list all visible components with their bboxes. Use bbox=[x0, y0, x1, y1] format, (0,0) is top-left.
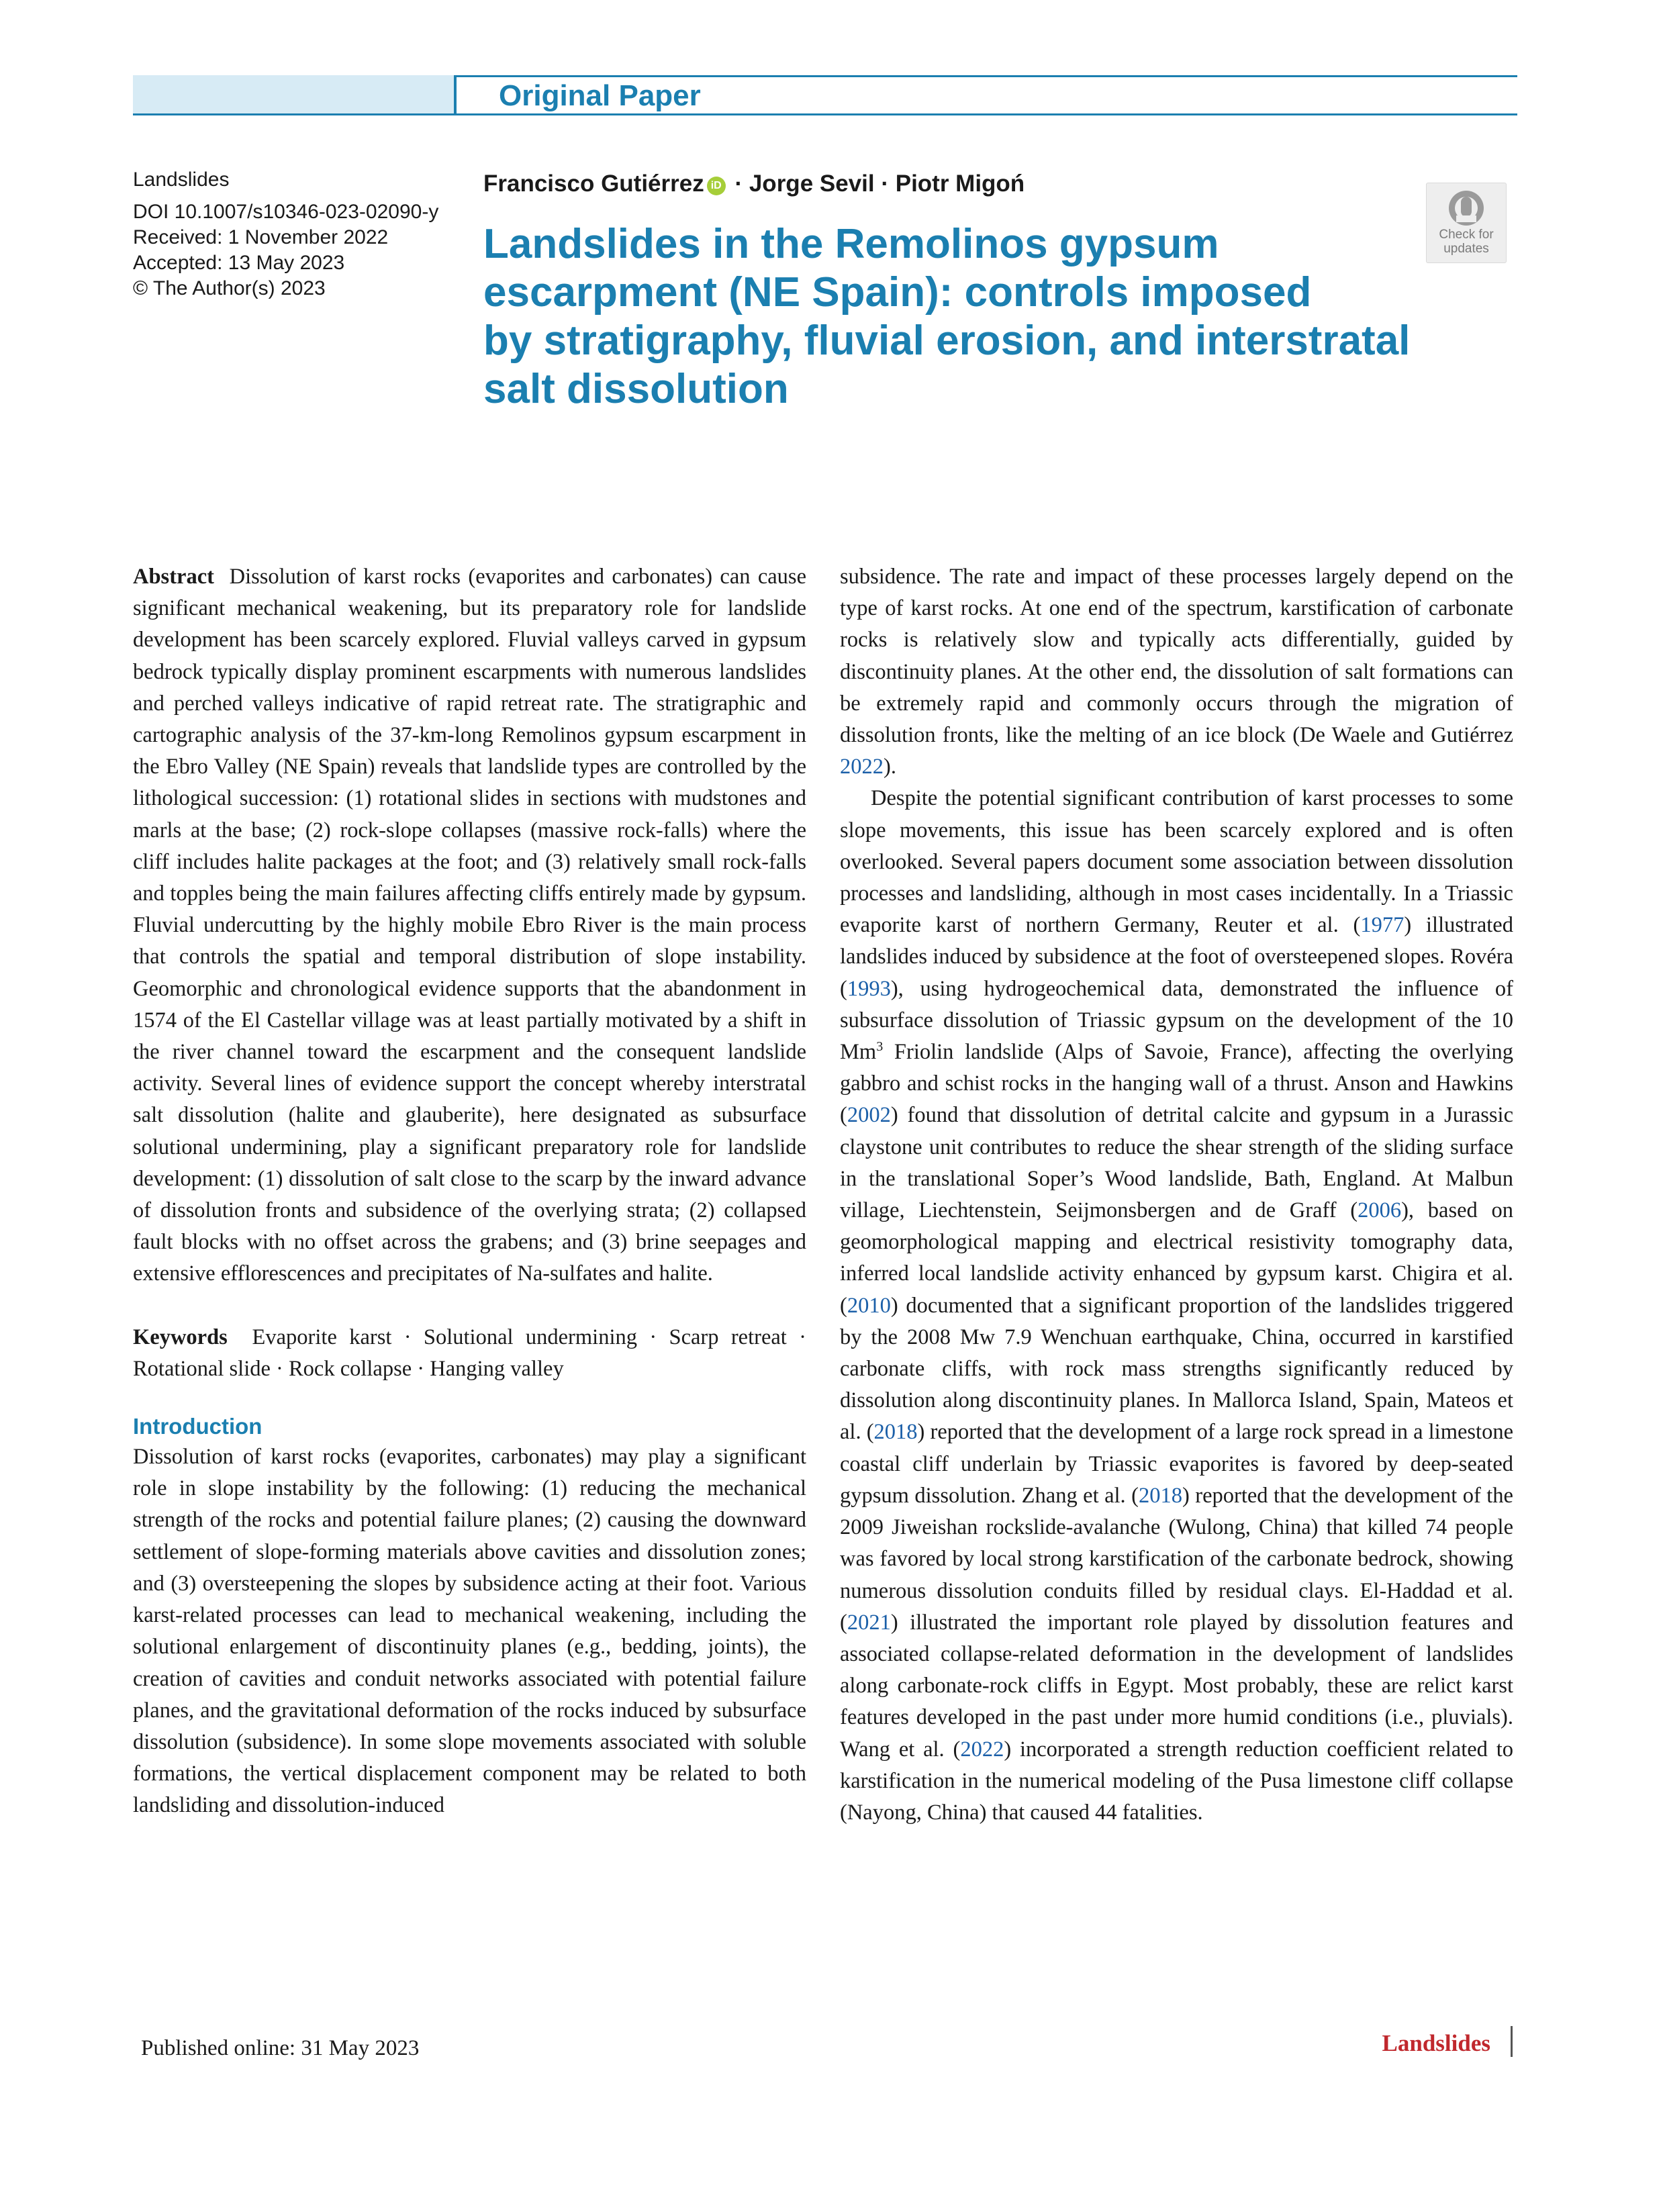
journal-name: Landslides bbox=[133, 169, 230, 191]
title-line-2: escarpment (NE Spain): controls imposed bbox=[483, 269, 1312, 316]
superscript: 3 bbox=[876, 1039, 884, 1055]
title-line-1: Landslides in the Remolinos gypsum bbox=[483, 221, 1219, 267]
paragraph-text: ) reported that the development of a large rock spread in a limestone coastal cliff underlain by Triassic evaporites is favored by deep-seated gypsum dissolution. Zhang et al. ( bbox=[840, 1420, 1514, 1508]
paragraph-text: subsidence. The rate and impact of these processes largely depend on the type of karst rocks. At one end of the spectrum, karstification of carbonate rocks is relatively slow and typically acts differentially, guided by discontinuity planes. At the other end, the dissolution of salt formations can be extremely rapid and commonly occurs through the migration of dissolution fronts, like the melting of an ice block (De Waele and Gutiérrez bbox=[840, 565, 1513, 748]
paragraph-text: ), using hydrogeochemical data, demonstrated the influence of subsurface dissolution of Triassic gypsum on the development of the 10 Mm bbox=[840, 976, 1513, 1065]
received-date: Received: 1 November 2022 bbox=[133, 226, 389, 248]
left-column bbox=[133, 561, 806, 1822]
right-column bbox=[840, 561, 1513, 1829]
citation-link[interactable]: 2018 bbox=[873, 1420, 918, 1445]
citation-link[interactable]: 2006 bbox=[1358, 1198, 1402, 1223]
accepted-date: Accepted: 13 May 2023 bbox=[133, 252, 345, 274]
author-2: Jorge Sevil bbox=[749, 171, 875, 197]
header-band-top-rule bbox=[457, 75, 1517, 77]
author-list bbox=[483, 171, 1025, 197]
paragraph-text: ) documented that a significant proportion of the landslides triggered by the 2008 Mw 7.9 Wenchuan earthquake, China, occurred in karstified carbonate cliffs, with rock mass strengths significantly reduced by dissolution along discontinuity planes. In Mallorca Island, Spain, Mateos et al. ( bbox=[840, 1293, 1513, 1445]
footer-separator bbox=[1511, 2026, 1513, 2057]
check-for-updates-badge[interactable] bbox=[1426, 183, 1507, 263]
paragraph-text: ) found that dissolution of detrital calcite and gypsum in a Jurassic claystone unit contributes to reduce the shear strength of the sliding surface in the translational Soper’s Wood landslide, Bath, England. At Malbun village, Liechtenstein, Seijmonsbergen and de Graff ( bbox=[840, 1103, 1513, 1223]
footer-journal-name: Landslides bbox=[1382, 2030, 1490, 2056]
paragraph-text: Despite the potential significant contribution of karst processes to some slope movements, this issue has been scarcely explored and is often overlooked. Several papers document some association between dissolution processes and landsliding, although in most cases incidentally. In a Triassic evaporite karst of northern Germany, Reuter et al. ( bbox=[840, 786, 1513, 938]
published-online: Published online: 31 May 2023 bbox=[141, 2036, 420, 2060]
author-3: Piotr Migoń bbox=[895, 171, 1025, 197]
citation-link[interactable]: 1993 bbox=[847, 976, 891, 1001]
paragraph-text: ) incorporated a strength reduction coefficient related to karstification in the numerical modeling of the Pusa limestone cliff collapse (Nayong, China) that caused 44 fatalities. bbox=[840, 1737, 1513, 1825]
citation-link[interactable]: 2022 bbox=[960, 1737, 1004, 1762]
citation-link[interactable]: 2021 bbox=[847, 1610, 891, 1635]
copyright: © The Author(s) 2023 bbox=[133, 277, 326, 299]
citation-link[interactable]: 2002 bbox=[847, 1103, 891, 1128]
citation-link[interactable]: 2010 bbox=[847, 1293, 891, 1318]
section-header-band bbox=[133, 75, 1517, 115]
abstract bbox=[133, 561, 806, 1290]
keywords bbox=[133, 1322, 806, 1385]
title-line-3: by stratigraphy, fluvial erosion, and interstratal bbox=[483, 318, 1411, 364]
author-1: Francisco Gutiérrez bbox=[483, 171, 704, 197]
introduction-paragraph-1: Dissolution of karst rocks (evaporites, carbonates) may play a significant role in slope instability by the following: (1) reducing the mechanical strength of the rocks and potential failure planes; (2) causing the downward settlement of slope-forming materials above cavities and dissolution zones; and (3) oversteepening the slopes by subsidence acting at their foot. Various karst-related processes can lead to mechanical weakening, including the solutional enlargement of discontinuity planes (e.g., bedding, joints), the creation of cavities and conduit networks associated with potential failure planes, and the gravitational deformation of the rocks induced by subsurface dissolution (subsidence). In some slope movements associated with soluble formations, the vertical displacement component may be related to both landsliding and dissolution-induced bbox=[133, 1445, 806, 1818]
header-band-left-fill bbox=[133, 75, 454, 115]
badge-line-2: updates bbox=[1443, 242, 1489, 256]
check-updates-icon bbox=[1447, 189, 1486, 228]
paper-title bbox=[483, 220, 1410, 414]
paragraph-text: Friolin landslide (Alps of Savoie, France), affecting the overlying gabbro and schist rocks in the hanging wall of a thrust. Anson and Hawkins ( bbox=[840, 1040, 1513, 1128]
header-band-separator bbox=[454, 75, 457, 115]
paragraph-text: ). bbox=[884, 755, 896, 779]
citation-link[interactable]: 2022 bbox=[840, 755, 884, 779]
author-separator: · bbox=[728, 171, 749, 197]
paragraph-text: ) reported that the development of the 2009 Jiweishan rockslide-avalanche (Wulong, China) that killed 74 people was favored by local strong karstification of the carbonate bedrock, showing numerous dissolution conduits filled by residual clays. El-Haddad et al. ( bbox=[840, 1483, 1513, 1635]
abstract-label: Abstract bbox=[133, 565, 214, 589]
author-separator: · bbox=[874, 171, 896, 197]
paragraph-text: ), based on geomorphological mapping and electrical resistivity tomography data, inferred local landslide activity enhanced by gypsum karst. Chigira et al. ( bbox=[840, 1198, 1513, 1318]
header-band-bottom-rule bbox=[133, 113, 1517, 115]
title-line-4: salt dissolution bbox=[483, 366, 789, 412]
keywords-text: Evaporite karst · Solutional undermining · Scarp retreat · Rotational slide · Rock collapse · Hanging valley bbox=[133, 1325, 806, 1381]
paragraph-text: ) illustrated landslides induced by subsidence at the foot of oversteepened slopes. Rovéra ( bbox=[840, 913, 1513, 1001]
keywords-label: Keywords bbox=[133, 1325, 228, 1349]
paragraph-text: ) illustrated the important role played by dissolution features and associated collapse-related deformation in the development of landslides along carbonate-rock cliffs in Egypt. Most probably, these are relict karst features developed in the past under more humid conditions (i.e., pluvials). Wang et al. ( bbox=[840, 1610, 1513, 1762]
badge-line-1: Check for bbox=[1439, 228, 1494, 242]
abstract-text: Dissolution of karst rocks (evaporites and carbonates) can cause significant mechanical weakening, but its preparatory role for landslide development has been scarcely explored. Fluvial valleys carved in gypsum bedrock typically display prominent escarpments with numerous landslides and perched valleys indicative of rapid retreat rate. The stratigraphic and cartographic analysis of the 37-km-long Remolinos gypsum escarpment in the Ebro Valley (NE Spain) reveals that landslide types are controlled by the lithological succession: (1) rotational slides in sections with mudstones and marls at the base; (2) rock-slope collapses (massive rock-falls) where the cliff includes halite packages at the foot; and (3) relatively small rock-falls and topples being the main failures affecting cliffs entirely made by gypsum. Fluvial undercutting by the highly mobile Ebro River is the main process that controls the spatial and temporal distribution of slope instability. Geomorphic and chronological evidence supports that the abandonment in 1574 of the El Castellar village was at least partially motivated by a shift in the river channel toward the escarpment and the consequent landslide activity. Several lines of evidence support the concept whereby interstratal salt dissolution (halite and glauberite), here designated as subsurface solutional undermining, play a significant preparatory role for landslide development: (1) dissolution of salt close to the scarp by the inward advance of dissolution fronts and subsidence of the overlying strata; (2) collapsed fault blocks with no offset across the grabens; and (3) brine seepages and extensive efflorescences and precipitates of Na-sulfates and halite. bbox=[133, 565, 806, 1286]
orcid-icon[interactable]: iD bbox=[707, 177, 726, 195]
doi[interactable]: DOI 10.1007/s10346-023-02090-y bbox=[133, 201, 439, 223]
introduction-paragraph-1-continued bbox=[840, 561, 1513, 783]
citation-link[interactable]: 1977 bbox=[1360, 913, 1405, 938]
article-metadata bbox=[133, 167, 482, 301]
introduction-paragraph-2 bbox=[840, 783, 1513, 1829]
citation-link[interactable]: 2018 bbox=[1138, 1483, 1182, 1508]
section-label: Original Paper bbox=[499, 79, 701, 112]
introduction-heading: Introduction bbox=[133, 1414, 263, 1439]
